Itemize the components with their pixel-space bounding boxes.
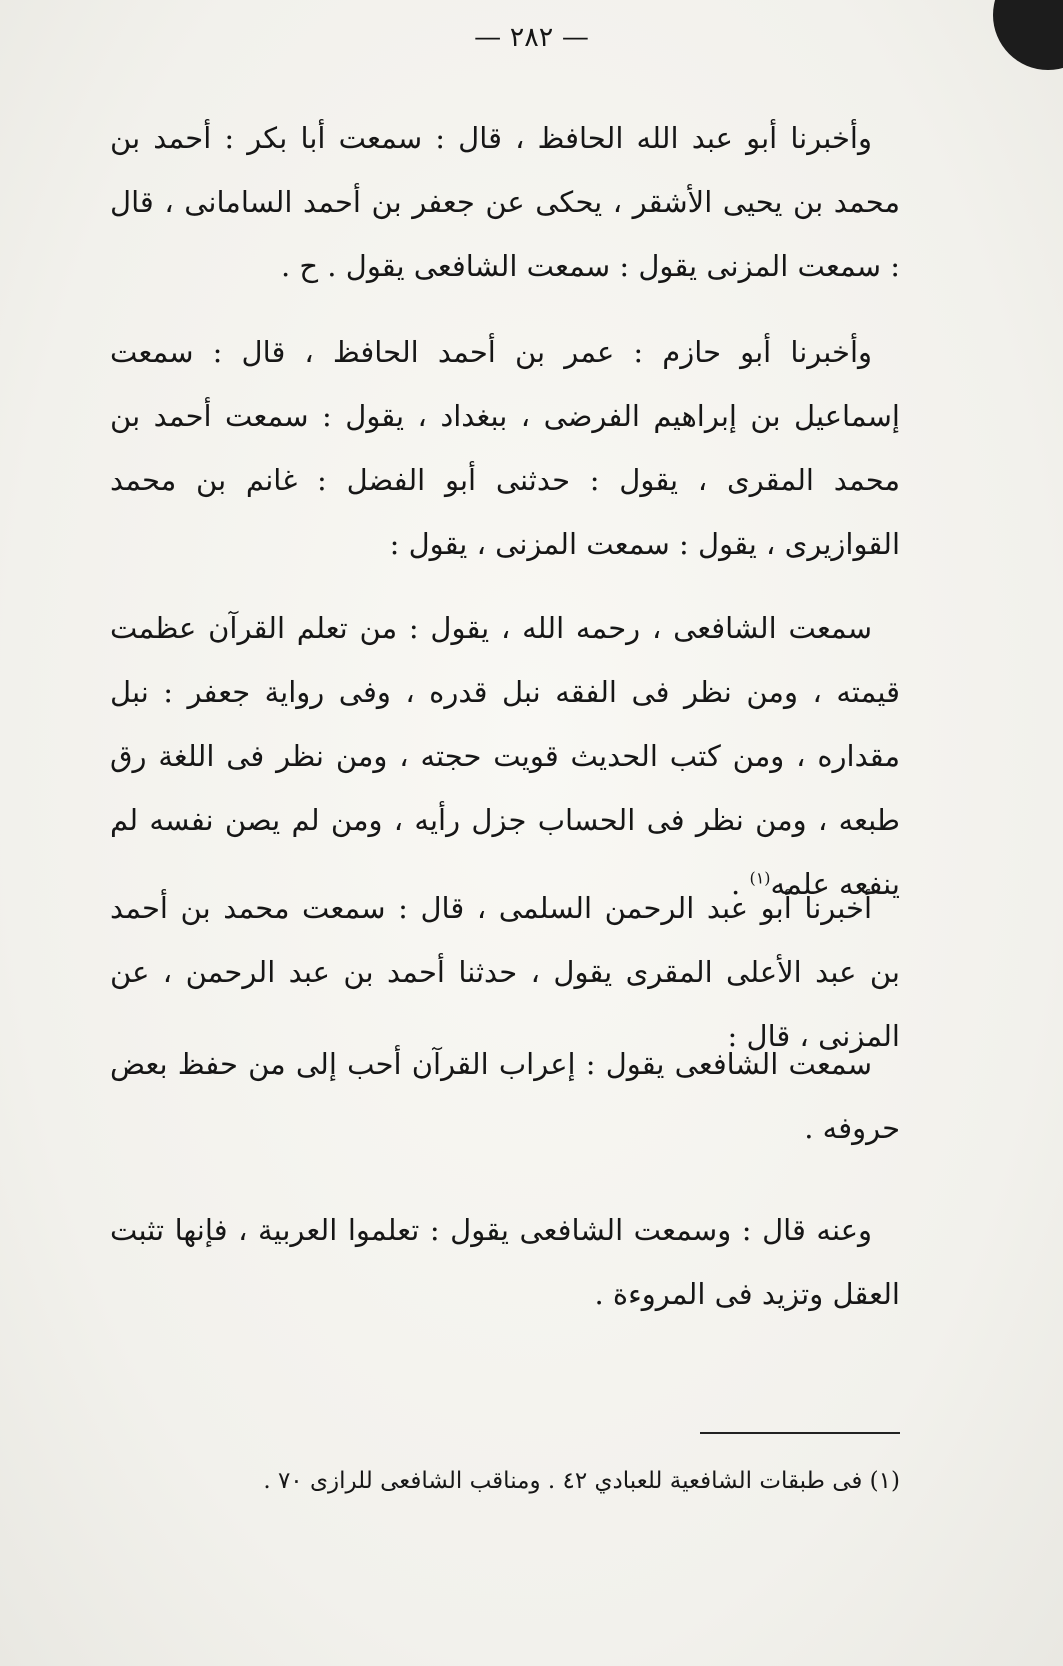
- page-number: — ٢٨٢ —: [474, 22, 589, 53]
- paragraph-text: وعنه قال : وسمعت الشافعى يقول : تعلموا العربية ، فإنها تثبت العقل وتزيد فى المروءة .: [110, 1213, 900, 1311]
- footnote-separator: [700, 1432, 900, 1434]
- paragraph-5: [110, 1032, 900, 1160]
- paragraph-body: سمعت الشافعى ، رحمه الله ، يقول : من تعلم القرآن عظمت قيمته ، ومن نظر فى الفقه نبل قدره ، وفى رواية جعفر : نبل مقداره ، ومن كتب الحديث قويت حجته ، ومن نظر فى اللغة رق طبعه ، ومن نظر فى الحساب جزل رأيه ، ومن لم يصن نفسه لم ينفعه علمه: [110, 611, 900, 901]
- paragraph-text: وأخبرنا أبو عبد الله الحافظ ، قال : سمعت أبا بكر : أحمد بن محمد بن يحيى الأشقر ، يحكى عن جعفر بن أحمد السامانى ، قال : سمعت المزنى يقول : سمعت الشافعى يقول . ح .: [110, 121, 900, 283]
- paragraph-ending: .: [731, 867, 750, 901]
- footnote: (١) فى طبقات الشافعية للعبادي ٤٢ . ومناقب الشافعى للرازى ٧٠ .: [263, 1468, 900, 1494]
- footnote-reference: (١): [749, 868, 771, 888]
- paragraph-text: [110, 596, 900, 916]
- paragraph-2: [110, 320, 900, 576]
- paragraph-text: أخبرنا أبو عبد الرحمن السلمى ، قال : سمعت محمد بن أحمد بن عبد الأعلى المقرى يقول ، حدثنا أحمد بن عبد الرحمن ، عن المزنى ، قال :: [110, 891, 900, 1053]
- paragraph-6: [110, 1198, 900, 1326]
- paragraph-text: وأخبرنا أبو حازم : عمر بن أحمد الحافظ ، قال : سمعت إسماعيل بن إبراهيم الفرضى ، ببغداد ، يقول : سمعت أحمد بن محمد المقرى ، يقول : حدثنى أبو الفضل : غانم بن محمد القوازيرى ، يقول : سمعت المزنى ، يقول :: [110, 335, 900, 561]
- paragraph-3: [110, 596, 900, 916]
- paragraph-1: [110, 106, 900, 298]
- paragraph-text: سمعت الشافعى يقول : إعراب القرآن أحب إلى من حفظ بعض حروفه .: [110, 1047, 900, 1145]
